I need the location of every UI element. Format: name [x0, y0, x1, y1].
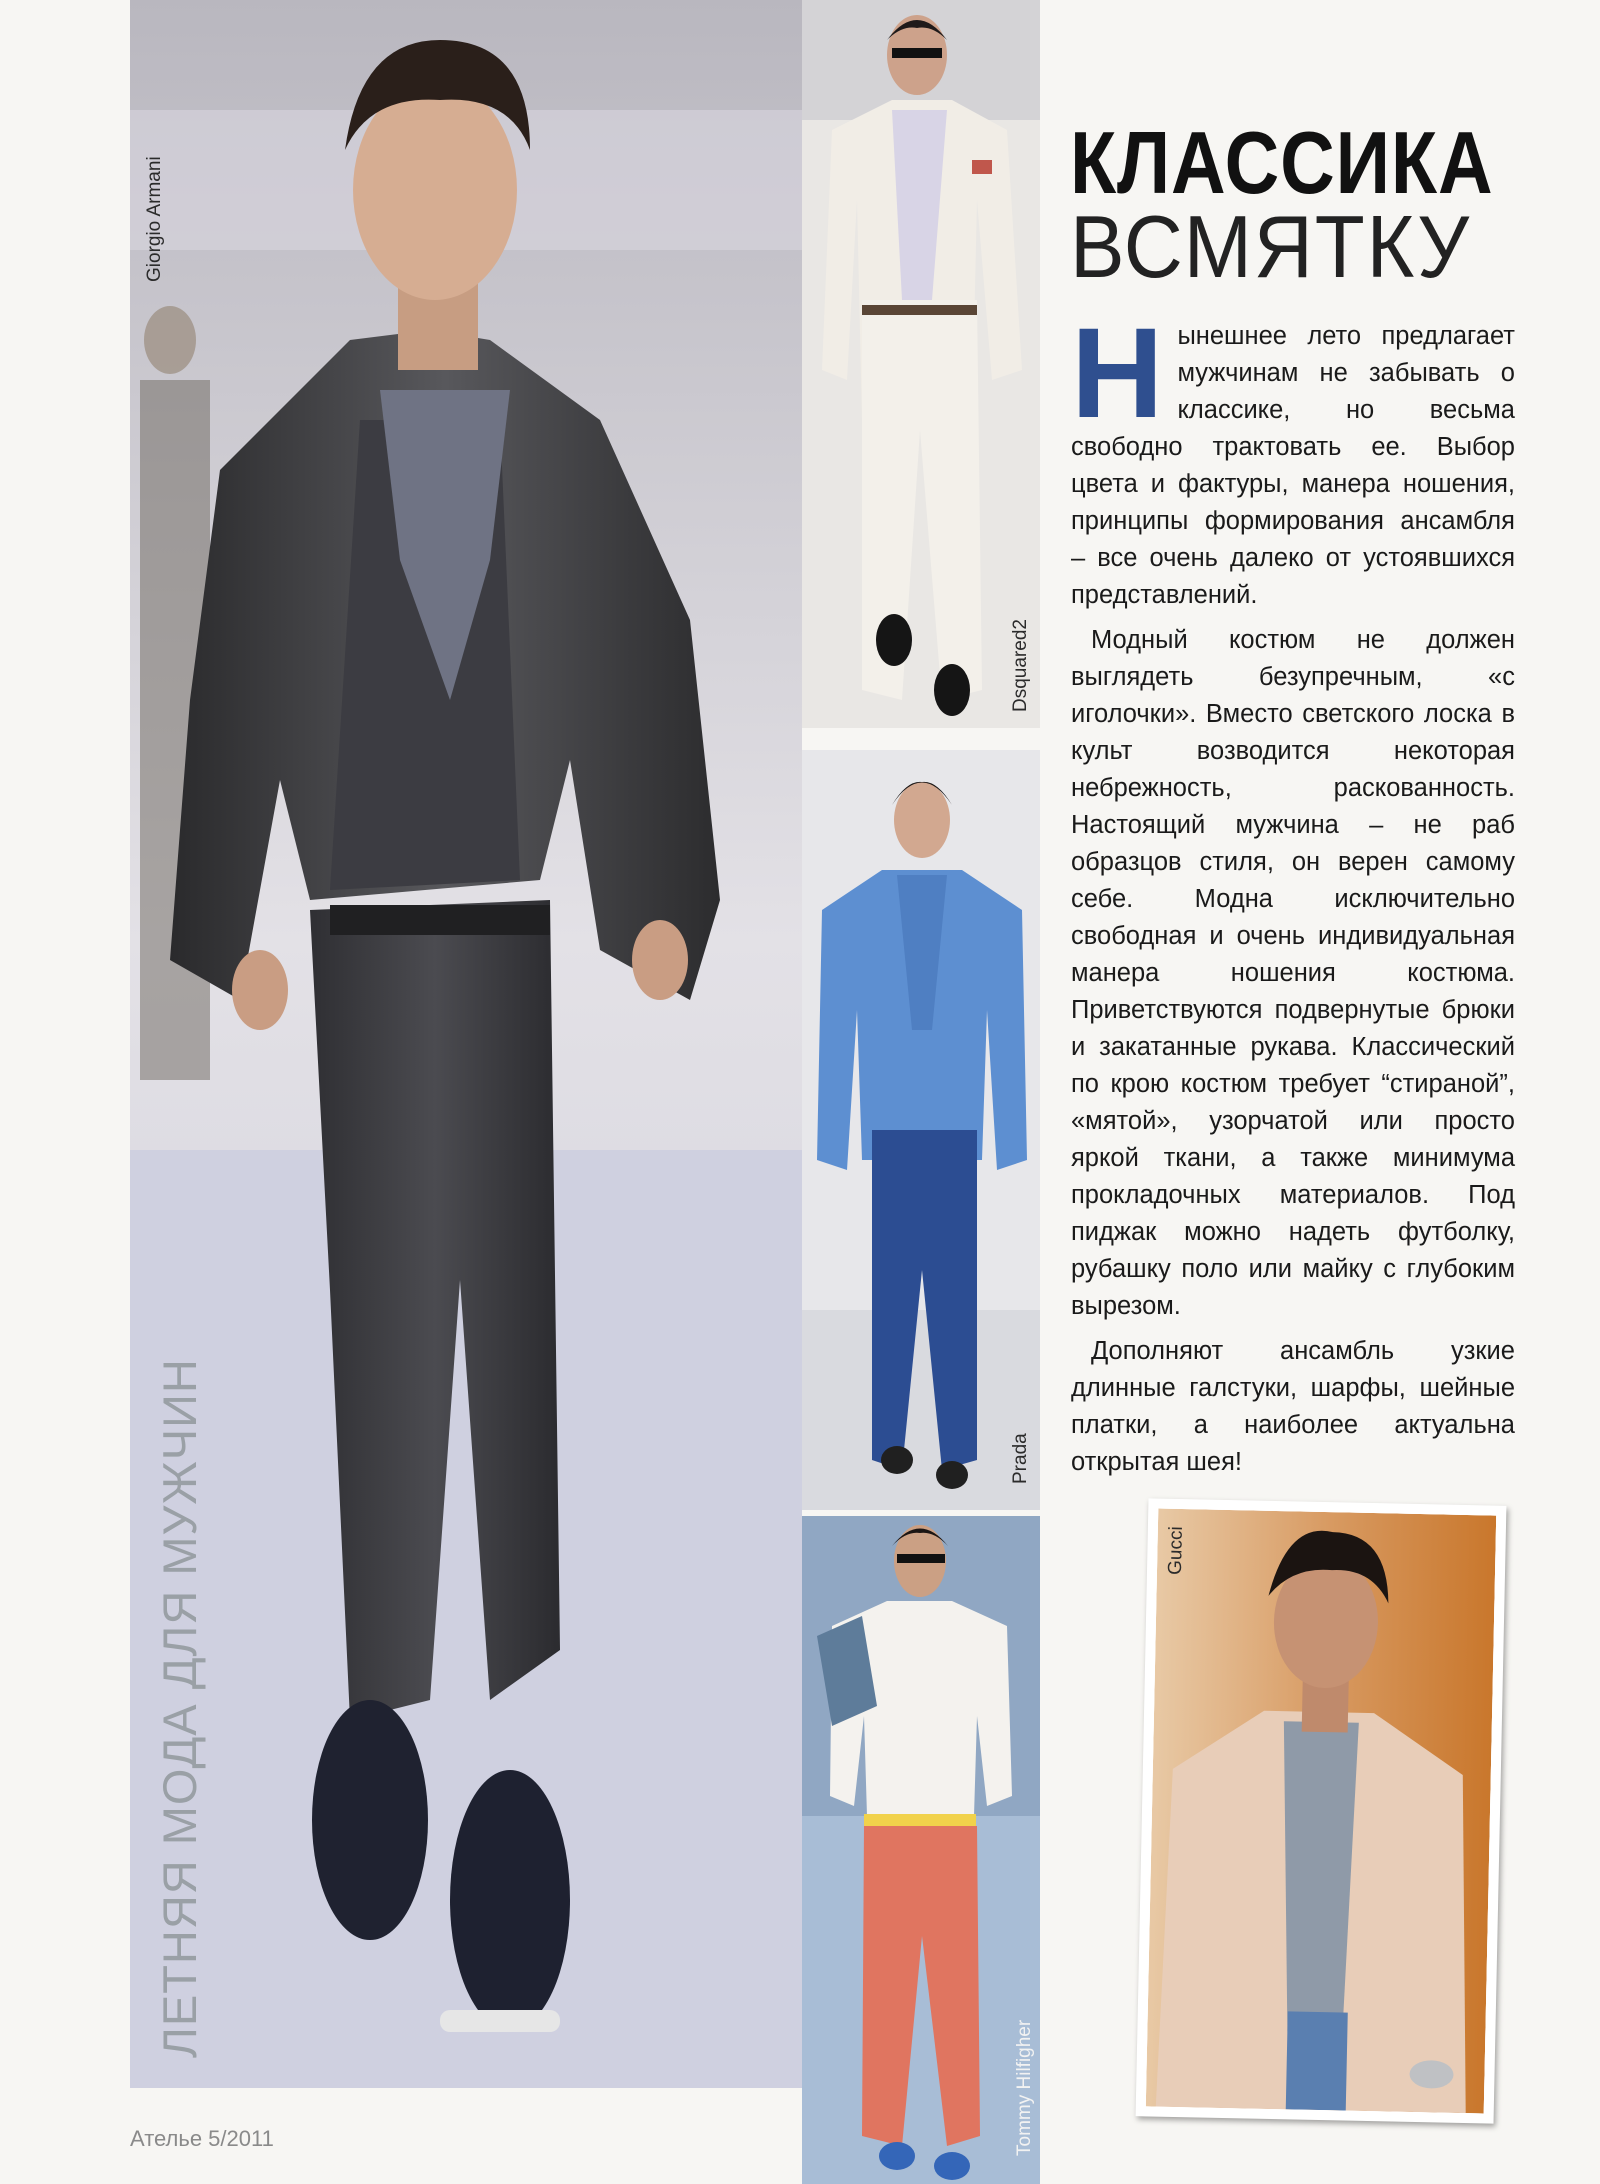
photo-credit-prada: Prada — [1010, 1433, 1031, 1484]
dropcap: Н — [1071, 302, 1164, 445]
article-paragraph-2: Модный костюм не должен выглядеть безупречным, «с иголочки». Вместо светского лоска в культ возводится некоторая небрежность, раскованность. Настоящий мужчина – не раб образцов стиля, он верен самому себе. Модна исключительно свободная и очень индивидуальная манера ношения костюма. Приветствуются подвернутые брюки и закатанные рукава. Классический по крою костюм требует “стираной”, «мятой», узорчатой или просто яркой ткани, а также минимума прокладочных материалов. Под пиджак можно надеть футболку, рубашку поло или майку с глубоким вырезом. — [1071, 626, 1515, 1320]
article-paragraph-1 — [1071, 302, 1515, 614]
main-runway-photo — [130, 0, 802, 2088]
article-paragraph-3: Дополняют ансамбль узкие длинные галстуки, шарфы, шейные платки, а наиболее актуальна открытая шея! — [1071, 1337, 1515, 1476]
dsquared-runway-photo — [802, 0, 1040, 728]
section-label: ЛЕТНЯЯ МОДА ДЛЯ МУЖЧИН — [153, 1358, 206, 2058]
prada-runway-photo — [802, 750, 1040, 1510]
photo-credit-tommy: Tommy Hilfigher — [1014, 2019, 1035, 2156]
page-folio: Ателье 5/2011 — [130, 2126, 274, 2151]
photo-credit-dsquared: Dsquared2 — [1010, 619, 1031, 712]
paragraph-1-text: ынешнее лето предлагает мужчинам не забывать о классике, но весьма свободно трактовать ее. Выбор цвета и фактуры, манера ношения, принципы формирования ансамбля – все очень далеко от устоявшихся представлений. — [1071, 322, 1515, 609]
article-title-line2: ВСМЯТКУ — [1070, 197, 1471, 296]
dsquared-model-illustration — [802, 0, 1040, 728]
gucci-model-illustration — [1146, 1509, 1496, 2114]
prada-model-illustration — [802, 750, 1040, 1510]
gucci-runway-photo — [1146, 1509, 1496, 2114]
gucci-photo-card — [1136, 1498, 1507, 2123]
photo-credit-armani: Giorgio Armani — [144, 156, 165, 282]
tommy-model-illustration — [802, 1516, 1040, 2184]
photo-credit-gucci: Gucci — [1164, 1526, 1187, 1576]
tommy-hilfiger-runway-photo — [802, 1516, 1040, 2184]
article-title-line1: КЛАССИКА — [1070, 113, 1494, 212]
article-body — [1071, 302, 1515, 1489]
armani-model-illustration — [130, 0, 802, 2088]
